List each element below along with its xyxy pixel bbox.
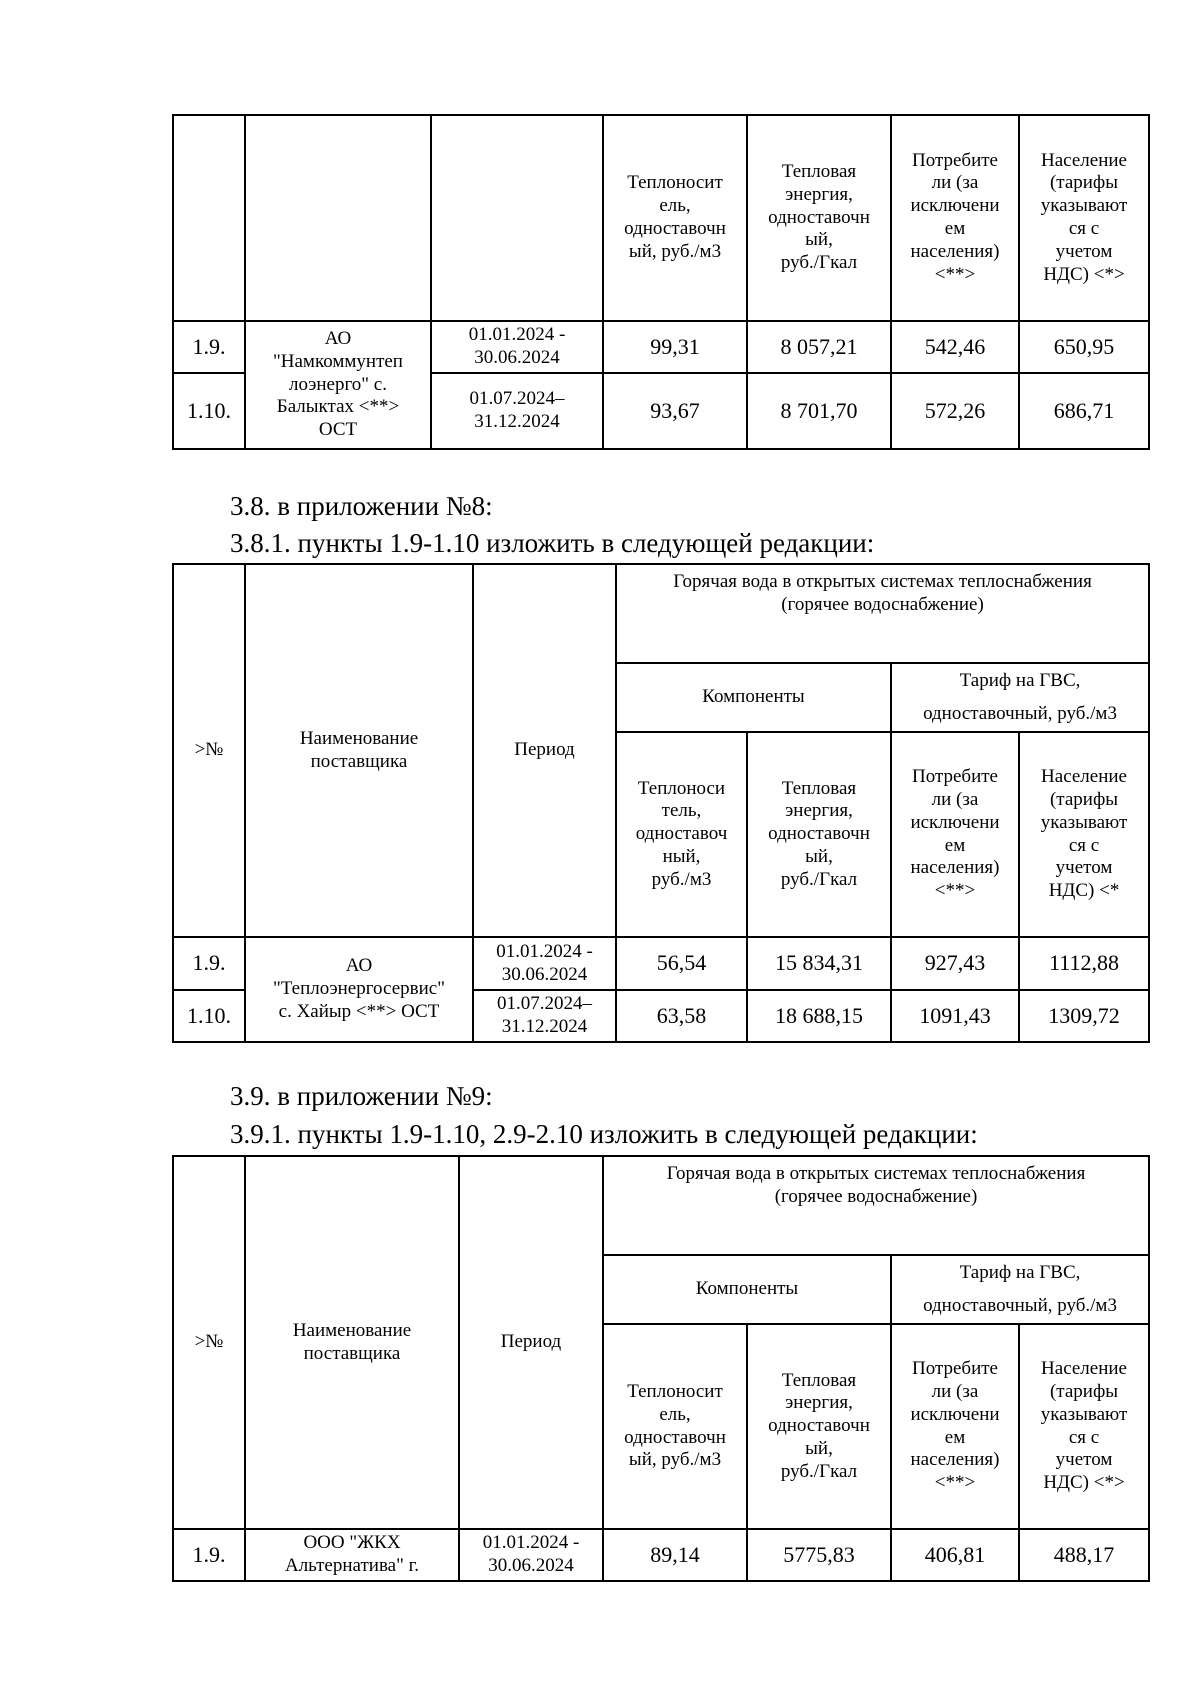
header-period: Период [473,564,616,937]
header-heat-energy: Тепловая энергия, одноставочн ый, руб./Гкал [747,732,891,937]
consumers-value: 572,26 [891,373,1019,449]
period: 01.01.2024 - 30.06.2024 [431,321,603,373]
consumers-value: 927,43 [891,937,1019,990]
coolant-value: 93,67 [603,373,747,449]
header-consumers: Потребите ли (за исключени ем населения) <**> [891,1324,1019,1529]
population-value: 488,17 [1019,1529,1149,1581]
population-value: 1309,72 [1019,990,1149,1042]
consumers-value: 406,81 [891,1529,1019,1581]
header-cell-empty [173,115,245,321]
coolant-value: 63,58 [616,990,747,1042]
header-heat-energy: Тепловая энергия, одноставочн ый, руб./Гкал [747,1324,891,1529]
header-tariff: Тариф на ГВС, одноставочный, руб./м3 [891,1255,1149,1324]
heat-energy-value: 8 057,21 [747,321,891,373]
row-number: 1.9. [173,321,245,373]
table-row [173,1529,1149,1581]
header-coolant: Теплоноси тель, одноставоч ный, руб./м3 [616,732,747,937]
table-row [173,321,1149,373]
header-hot-water-group: Горячая вода в открытых системах теплоснабжения (горячее водоснабжение) [616,564,1149,663]
population-value: 650,95 [1019,321,1149,373]
coolant-value: 89,14 [603,1529,747,1581]
table-header-row [173,564,1149,663]
header-cell-empty [431,115,603,321]
row-number: 1.10. [173,373,245,449]
header-consumers: Потребите ли (за исключени ем населения) <**> [891,115,1019,321]
period: 01.01.2024 - 30.06.2024 [459,1529,603,1581]
section-heading: 3.8. в приложении №8: [230,491,493,521]
tariff-table-2 [172,563,1150,1043]
tariff-table-1 [172,114,1150,450]
header-supplier: Наименование поставщика [245,1156,459,1529]
header-population: Население (тарифы указывают ся с учетом НДС) <*> [1019,115,1149,321]
header-hot-water-group: Горячая вода в открытых системах теплоснабжения (горячее водоснабжение) [603,1156,1149,1255]
coolant-value: 56,54 [616,937,747,990]
header-coolant: Теплоносит ель, одноставочн ый, руб./м3 [603,1324,747,1529]
header-cell-empty [245,115,431,321]
header-number: >№ [173,564,245,937]
header-heat-energy: Тепловая энергия, одноставочн ый, руб./Гкал [747,115,891,321]
section-instruction: 3.8.1. пункты 1.9-1.10 изложить в следующей редакции: [230,528,875,558]
period: 01.01.2024 - 30.06.2024 [473,937,616,990]
header-tariff: Тариф на ГВС, одноставочный, руб./м3 [891,663,1149,732]
period: 01.07.2024– 31.12.2024 [473,990,616,1042]
table-header-row [173,115,1149,321]
heat-energy-value: 18 688,15 [747,990,891,1042]
row-number: 1.10. [173,990,245,1042]
header-supplier: Наименование поставщика [245,564,473,937]
population-value: 686,71 [1019,373,1149,449]
heat-energy-value: 8 701,70 [747,373,891,449]
consumers-value: 542,46 [891,321,1019,373]
row-number: 1.9. [173,1529,245,1581]
section-instruction: 3.9.1. пункты 1.9-1.10, 2.9-2.10 изложить в следующей редакции: [230,1119,978,1149]
header-number: >№ [173,1156,245,1529]
population-value: 1112,88 [1019,937,1149,990]
supplier-name: АО "Теплоэнергосервис" с. Хайыр <**> ОСТ [245,937,473,1042]
supplier-name: АО "Намкоммунтеп лоэнерго" с. Балыктах <**> ОСТ [245,321,431,449]
coolant-value: 99,31 [603,321,747,373]
period: 01.07.2024– 31.12.2024 [431,373,603,449]
table-row [173,937,1149,990]
consumers-value: 1091,43 [891,990,1019,1042]
heat-energy-value: 5775,83 [747,1529,891,1581]
header-consumers: Потребите ли (за исключени ем населения) <**> [891,732,1019,937]
tariff-table-3 [172,1155,1150,1582]
header-coolant: Теплоносит ель, одноставочн ый, руб./м3 [603,115,747,321]
supplier-name: ООО "ЖКХ Альтернатива" г. [245,1529,459,1581]
header-population: Население (тарифы указывают ся с учетом НДС) <*> [1019,1324,1149,1529]
header-components: Компоненты [603,1255,891,1324]
header-components: Компоненты [616,663,891,732]
header-period: Период [459,1156,603,1529]
table-header-row [173,1156,1149,1255]
row-number: 1.9. [173,937,245,990]
section-heading: 3.9. в приложении №9: [230,1081,493,1111]
header-population: Население (тарифы указывают ся с учетом НДС) <* [1019,732,1149,937]
heat-energy-value: 15 834,31 [747,937,891,990]
